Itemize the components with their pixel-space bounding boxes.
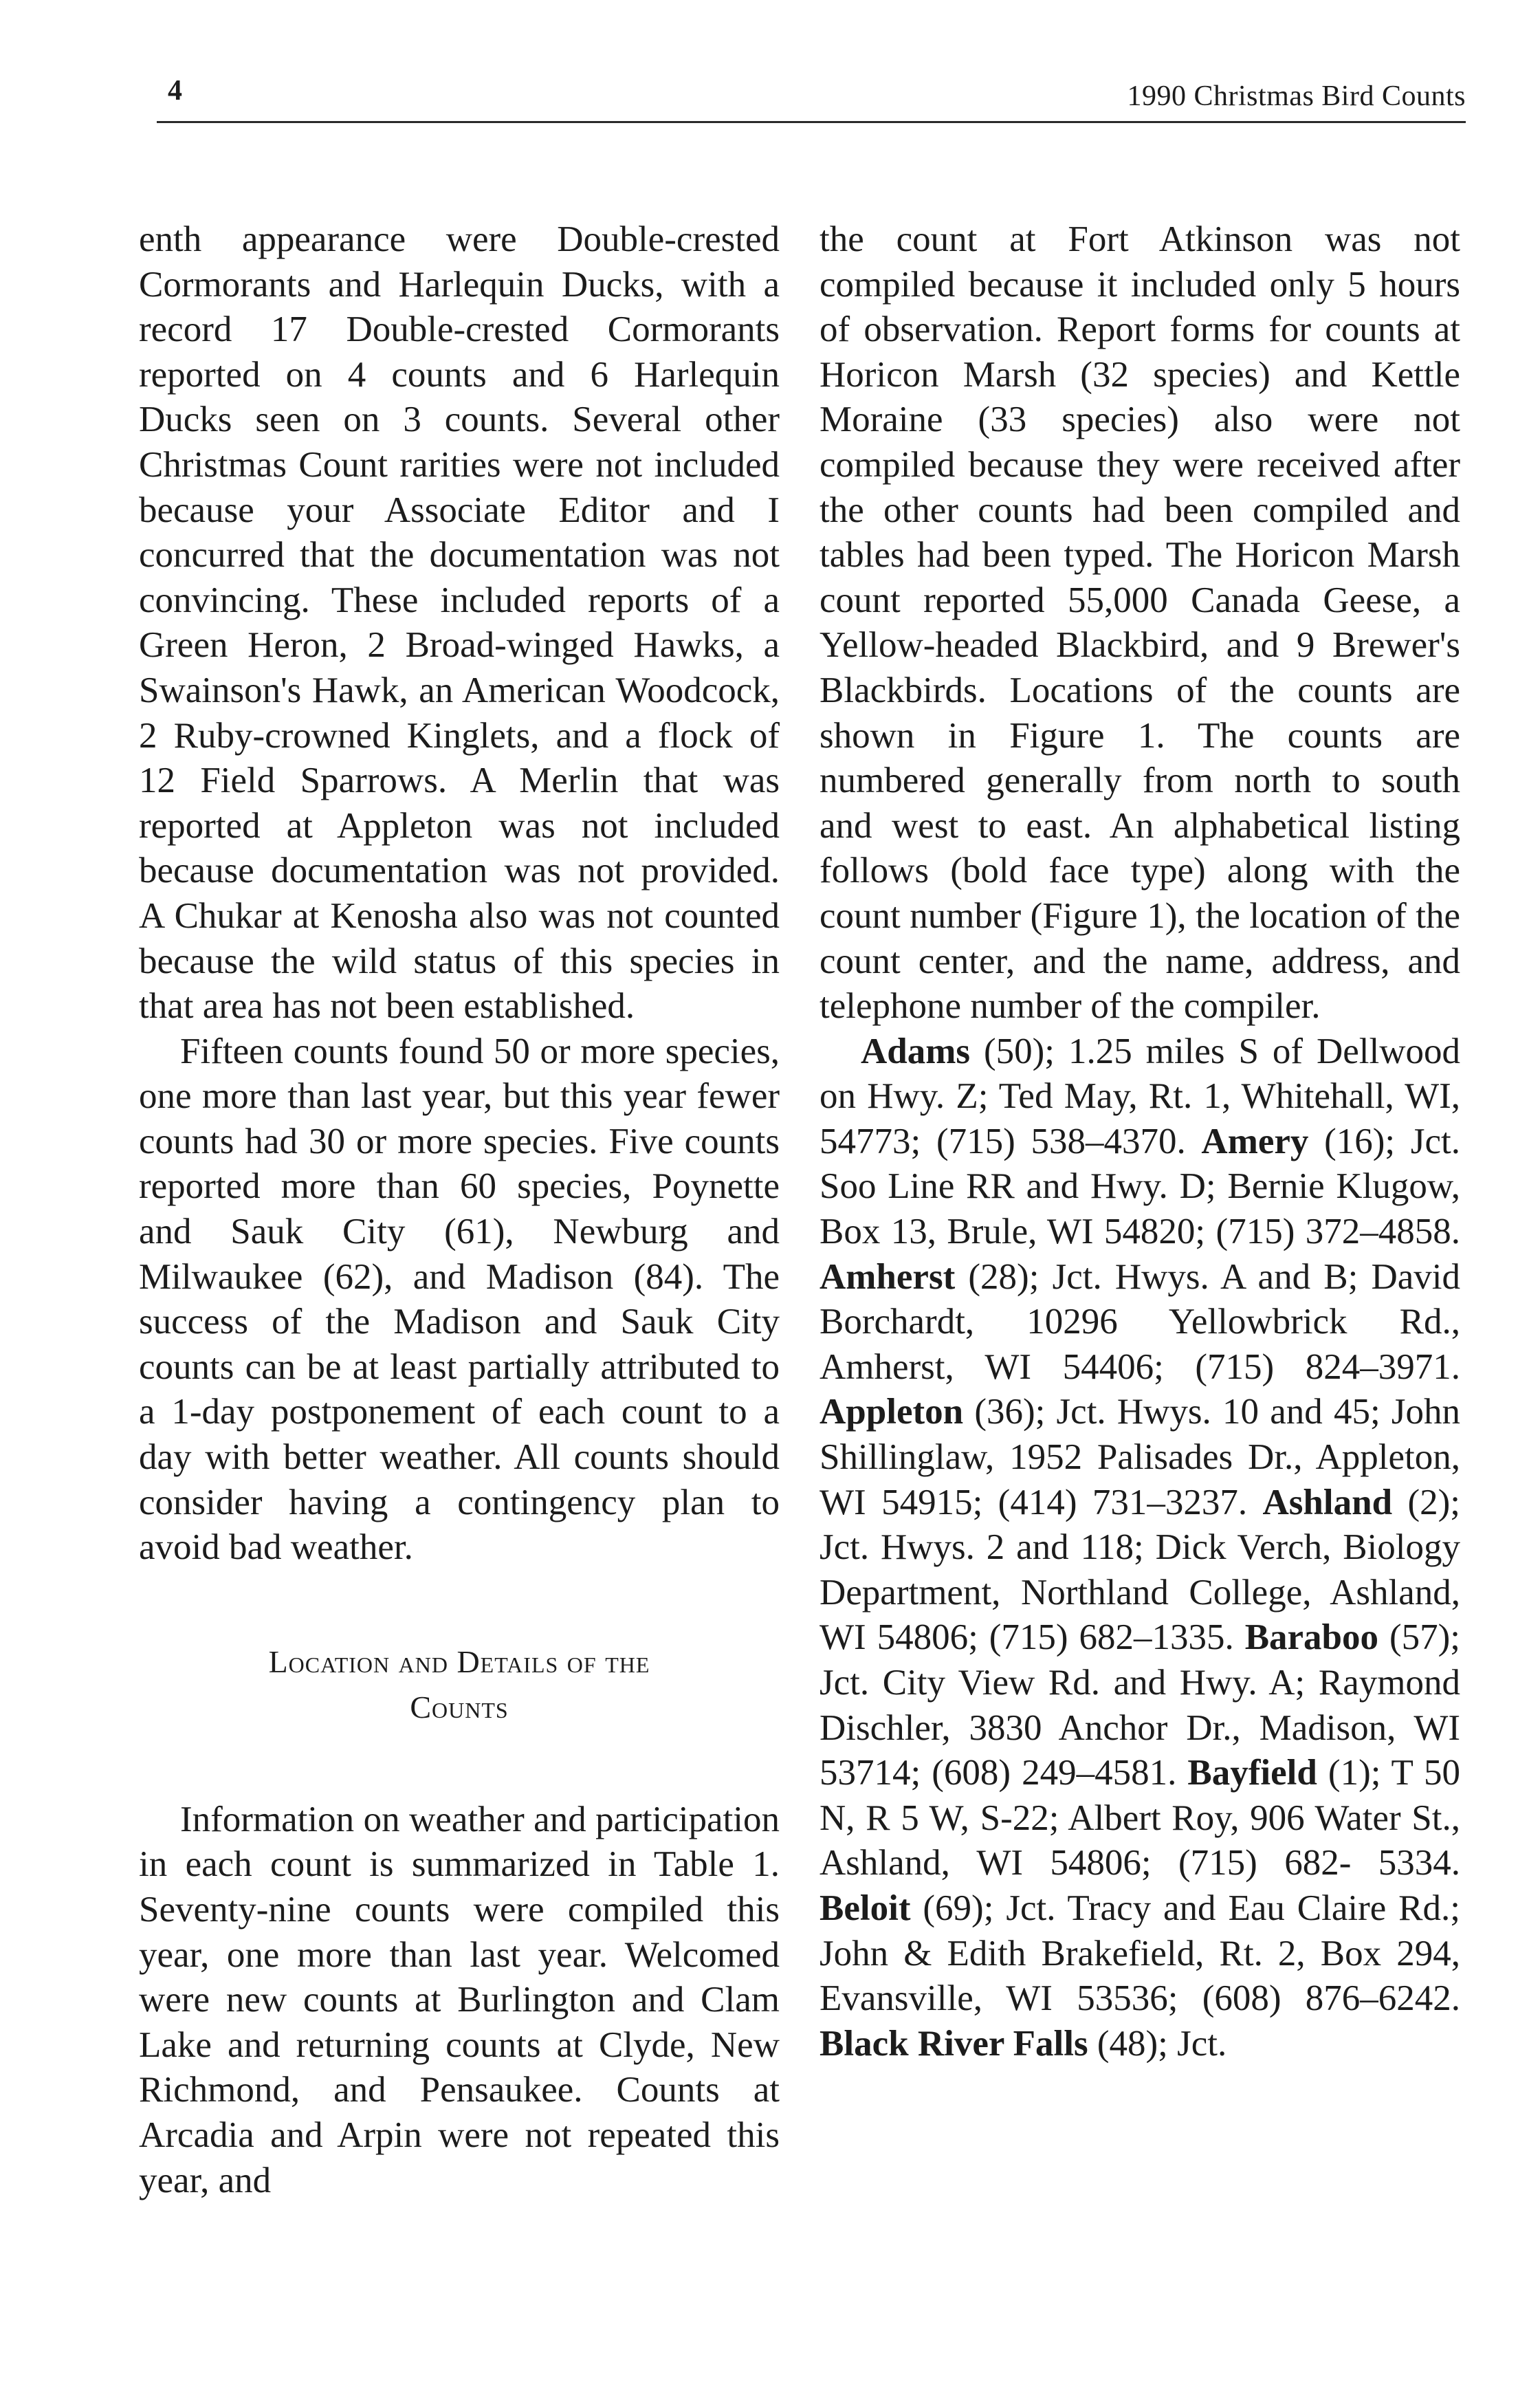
count-details: (50); 1.25 miles S of Dellwood on Hwy. Z; Ted May, Rt. 1, Whitehall, WI, 54773; (715) 538–4370.: [820, 1031, 1460, 1161]
count-details: (2); Jct. Hwys. 2 and 118; Dick Verch, Biology Department, Northland College, Ashland, WI 54806; (715) 682–1335.: [820, 1482, 1460, 1658]
count-name: Ashland: [1262, 1482, 1393, 1522]
count-details: (16); Jct. Soo Line RR and Hwy. D; Bernie Klugow, Box 13, Brule, WI 54820; (715) 372–4858.: [820, 1121, 1460, 1252]
right-column: [820, 217, 1460, 2066]
left-column: [139, 217, 780, 2203]
count-details: (28); Jct. Hwys. A and B; David Borchardt, 10296 Yellowbrick Rd., Amherst, WI 54406; (715) 824–3971.: [820, 1256, 1460, 1387]
count-name: Amherst: [820, 1256, 956, 1297]
running-title: 1990 Christmas Bird Counts: [1127, 80, 1466, 112]
count-name: Black River Falls: [820, 2023, 1088, 2064]
paragraph-continued-right: the count at Fort Atkinson was not compiled because it included only 5 hours of observation. Report forms for counts at Horicon Marsh (32 species) and Kettle Moraine (33 species) also were not compiled because they were received after the other counts had been compiled and tables had been typed. The Horicon Marsh count reported 55,000 Canada Geese, a Yellow-headed Blackbird, and 9 Brewer's Blackbirds. Locations of the counts are shown in Figure 1. The counts are numbered generally from north to south and west to east. An alphabetical listing follows (bold face type) along with the count number (Figure 1), the location of the count center, and the name, address, and telephone number of the compiler.: [820, 219, 1460, 1027]
count-name: Beloit: [820, 1888, 911, 1928]
section-heading-line-1: Location and Details of the: [268, 1643, 650, 1679]
paragraph-species-totals: Fifteen counts found 50 or more species, one more than last year, but this year fewer counts had 30 or more species. Five counts reported more than 60 species, Poynette and Sauk City (61), Newburg and Milwaukee (62), and Madison (84). The success of the Madison and Sauk City counts can be at least partially attributed to a 1-day postponement of each count to a day with better weather. All counts should consider having a contingency plan to avoid bad weather.: [139, 1031, 780, 1568]
count-name: Baraboo: [1244, 1617, 1379, 1658]
page-header: [157, 66, 1466, 123]
paragraph-continued: enth appearance were Double-crested Cormorants and Harlequin Ducks, with a record 17 Double-crested Cormorants reported on 4 counts and 6 Harlequin Ducks seen on 3 counts. Several other Christmas Count rarities were not included because your Associate Editor and I concurred that the documentation was not convincing. These included reports of a Green Heron, 2 Broad-winged Hawks, a Swainson's Hawk, an American Woodcock, 2 Ruby-crowned Kinglets, and a flock of 12 Field Sparrows. A Merlin that was reported at Appleton was not included because documentation was not provided. A Chukar at Kenosha also was not counted because the wild status of this species in that area has not been established.: [139, 219, 780, 1027]
section-heading: [139, 1639, 780, 1730]
count-details: (57); Jct. City View Rd. and Hwy. A; Raymond Dischler, 3830 Anchor Dr., Madison, WI 53714; (608) 249–4581.: [820, 1617, 1461, 1793]
count-name: Bayfield: [1187, 1753, 1317, 1793]
count-listings: [820, 1029, 1460, 2067]
count-name: Adams: [861, 1031, 971, 1071]
paragraph-information: Information on weather and participation in each count is summarized in Table 1. Seventy-nine counts were compiled this year, one more than last year. Welcomed were new counts at Burlington and Clam Lake and returning counts at Clyde, New Richmond, and Pensaukee. Counts at Arcadia and Arpin were not repeated this year, and: [139, 1799, 780, 2200]
section-heading-line-2: Counts: [410, 1689, 509, 1725]
count-details: (48); Jct.: [1088, 2023, 1227, 2064]
page-number: 4: [168, 75, 182, 107]
count-details: (69); Jct. Tracy and Eau Claire Rd.; John & Edith Brakefield, Rt. 2, Box 294, Evansville, WI 53536; (608) 876–6242.: [820, 1888, 1460, 2019]
count-details: (36); Jct. Hwys. 10 and 45; John Shillinglaw, 1952 Palisades Dr., Appleton, WI 54915; (414) 731–3237.: [820, 1392, 1460, 1522]
count-name: Appleton: [820, 1392, 964, 1432]
count-name: Amery: [1201, 1121, 1309, 1161]
count-details: (1); T 50 N, R 5 W, S-22; Albert Roy, 906 Water St., Ashland, WI 54806; (715) 682- 5334.: [820, 1753, 1460, 1883]
